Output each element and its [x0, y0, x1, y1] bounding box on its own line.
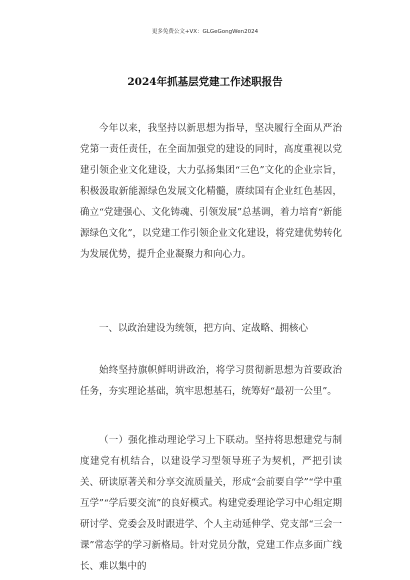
document-title: 2024年抓基层党建工作述职报告	[127, 76, 283, 88]
paragraph-intro: 今年以来，我坚持以新思想为指导，坚决履行全面从严治党第一责任责任，在全面加强党的建设的同时，高度重视以党建引领企业文化建设，大力弘扬集团“三色”文化的企业宗旨，积极汲取新能源绿色发展文化精髓，赓续国有企业红色基因，确立“党建强心、文化铸魂、引领发展”总基调，着力培育“新能源绿色文化”，以党建工作引领企业文化建设，将党建优势转化为发展优势，提升企业凝聚力和向心力。	[80, 123, 342, 260]
header-note: 更多免费公文+VX：GLGeGongWen2024	[151, 29, 259, 35]
section-heading-1: 一、以政治建设为统领，把方向、定战略、拥核心	[99, 323, 309, 334]
paragraph-politics: 始终坚持旗帜鲜明讲政治，将学习贯彻新思想为首要政治任务，夯实理论基础，筑牢思想基石，统筹好“最初一公里”。	[80, 365, 342, 397]
paragraph-theory-study: （一）强化推动理论学习上下联动。坚持将思想建党与制度建党有机结合，以建设学习型领导班子为契机，严把引读关、研读原著关和分享交流质量关，形成“会前要自学”“学中重互学”“学后要交流”的良好模式。构建党委理论学习中心组定期研讨学、党委会及时跟进学、个人主动延伸学、党支部“三会一课”常态学的学习新格局。针对党员分散，党建工作点多面广线长、难以集中的	[80, 435, 342, 572]
